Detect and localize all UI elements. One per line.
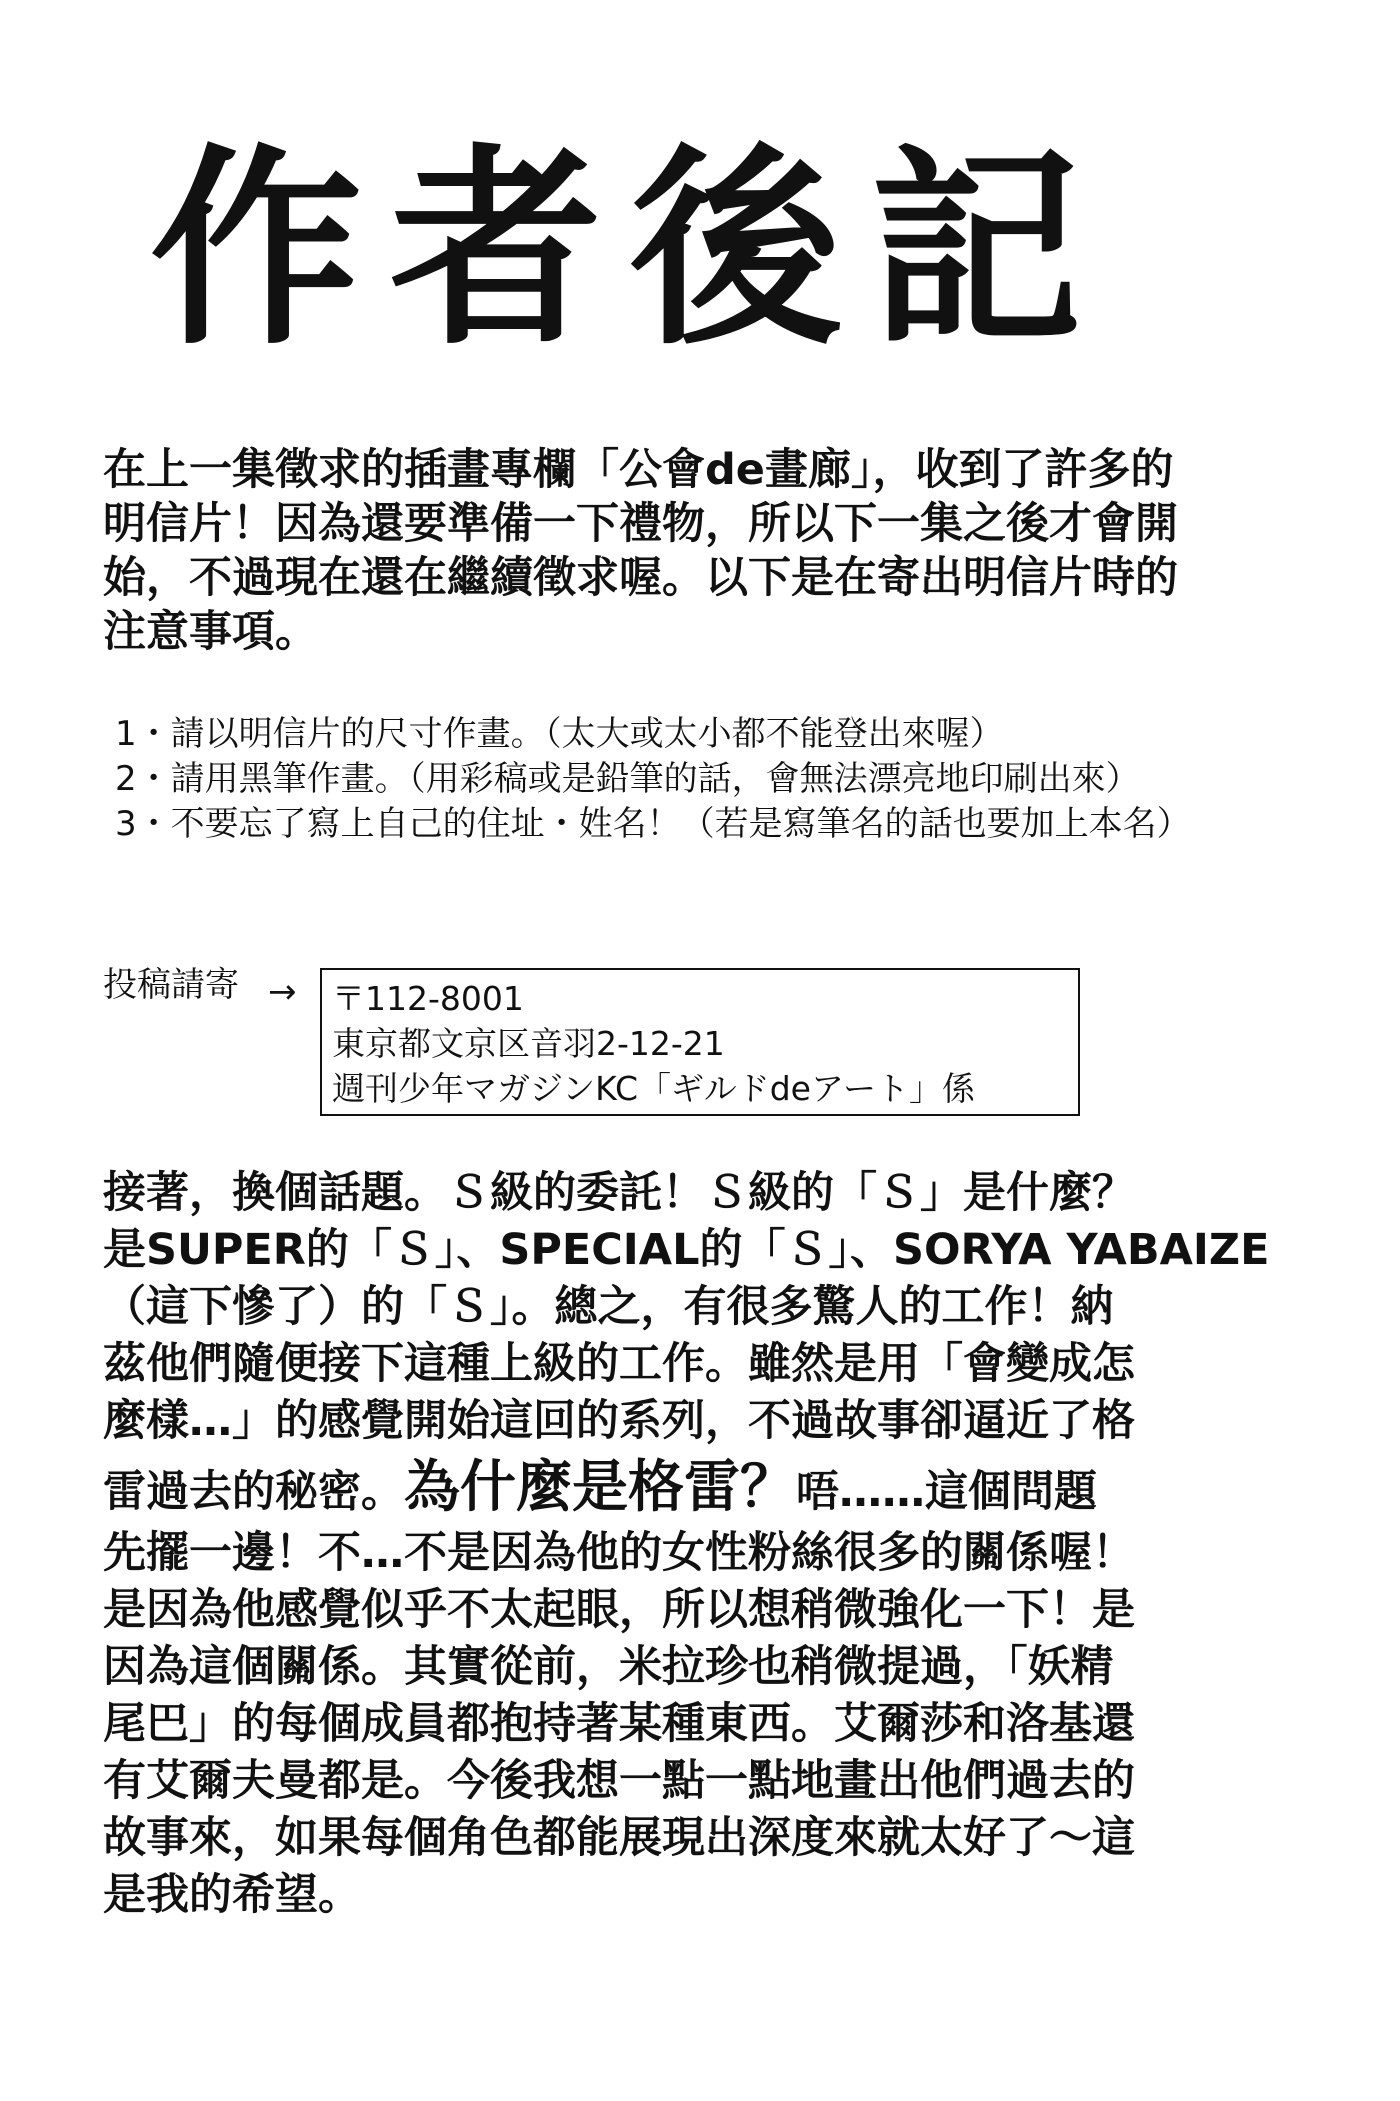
address-line: 東京都文京区音羽2-12-21 bbox=[332, 1024, 725, 1063]
emphasis-question: 為什麼是格雷？ bbox=[404, 1455, 796, 1520]
intro-line: 在上一集徵求的插畫專欄「公會de畫廊」，收到了許多的 bbox=[103, 445, 1174, 495]
body-line: 是因為他感覺似乎不太起眼，所以想稍微強化一下！是 bbox=[103, 1585, 1135, 1635]
body-line: 是SUPER的「Ｓ」、SPECIAL的「Ｓ」、SORYA YABAIZE bbox=[103, 1225, 1270, 1275]
address-line: 〒112-8001 bbox=[332, 979, 524, 1018]
intro-line: 始，不過現在還在繼續徵求喔。以下是在寄出明信片時的 bbox=[103, 553, 1178, 603]
note-item: 2・請用黑筆作畫。（用彩稿或是鉛筆的話，會無法漂亮地印刷出來） bbox=[115, 759, 1140, 799]
arrow-right-icon: → bbox=[268, 972, 297, 1012]
body-line: （這下慘了）的「Ｓ」。總之，有很多驚人的工作！納 bbox=[103, 1282, 1114, 1332]
note-item: 3・不要忘了寫上自己的住址・姓名！（若是寫筆名的話也要加上本名） bbox=[115, 804, 1191, 844]
intro-line: 明信片！因為還要準備一下禮物，所以下一集之後才會開 bbox=[103, 499, 1178, 549]
emphasis-pre: 雷過去的秘密。 bbox=[103, 1467, 404, 1517]
address-line: 週刊少年マガジンKC「ギルドdeアート」係 bbox=[332, 1069, 975, 1108]
body-line: 接著，換個話題。Ｓ級的委託！Ｓ級的「Ｓ」是什麼？ bbox=[103, 1168, 1135, 1218]
body-line: 麼樣…」的感覺開始這回的系列，不過故事卻逼近了格 bbox=[103, 1396, 1135, 1446]
intro-line: 注意事項。 bbox=[103, 607, 318, 657]
body-line: 故事來，如果每個角色都能展現出深度來就太好了～這 bbox=[103, 1813, 1135, 1863]
body-line: 是我的希望。 bbox=[103, 1870, 361, 1920]
notes-list bbox=[115, 712, 1355, 847]
body-line: 有艾爾夫曼都是。今後我想一點一點地畫出他們過去的 bbox=[103, 1756, 1135, 1806]
body-line: 茲他們隨便接下這種上級的工作。雖然是用「會變成怎 bbox=[103, 1339, 1135, 1389]
address-box bbox=[320, 968, 1080, 1116]
emphasis-post: 唔……這個問題 bbox=[796, 1467, 1097, 1517]
emphasis-line bbox=[103, 1450, 1343, 1525]
body-paragraph bbox=[103, 1165, 1343, 1924]
body-line: 先擺一邊！不…不是因為他的女性粉絲很多的關係喔！ bbox=[103, 1528, 1135, 1578]
body-line: 因為這個關係。其實從前，米拉珍也稍微提過，「妖精 bbox=[103, 1642, 1114, 1692]
body-line: 尾巴」的每個成員都抱持著某種東西。艾爾莎和洛基還 bbox=[103, 1699, 1135, 1749]
note-item: 1・請以明信片的尺寸作畫。（太大或太小都不能登出來喔） bbox=[115, 714, 1004, 754]
page-title: 作者後記 bbox=[150, 126, 1110, 373]
intro-paragraph bbox=[103, 443, 1343, 659]
address-label: 投稿請寄 bbox=[103, 965, 239, 1005]
